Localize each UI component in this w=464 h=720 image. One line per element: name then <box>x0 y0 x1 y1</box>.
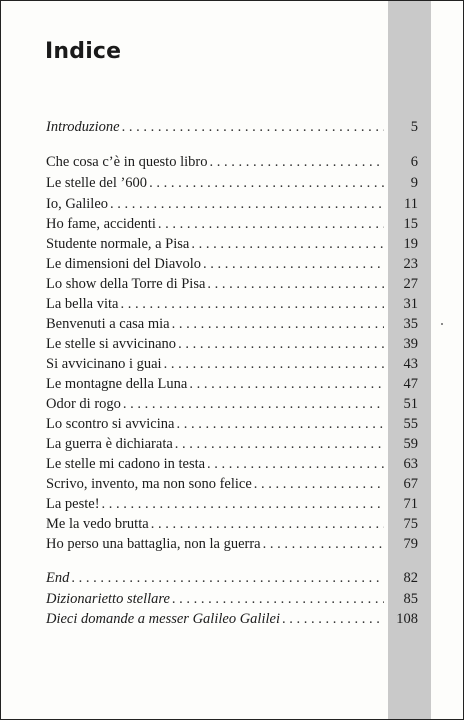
toc-entry-page: 75 <box>403 516 418 532</box>
toc-leader-dots <box>254 474 384 494</box>
toc-entry-title: Ho perso una battaglia, non la guerra <box>46 536 261 552</box>
toc-entry <box>46 514 418 534</box>
toc-entry-title: La bella vita <box>46 296 119 312</box>
toc-entry-page: 82 <box>403 570 418 586</box>
toc-entry-page: 27 <box>403 276 418 292</box>
toc-leader-dots <box>263 534 384 554</box>
toc-entry <box>46 117 418 137</box>
toc-leader-dots <box>102 494 384 514</box>
toc-entry-title: Le stelle mi cadono in testa <box>46 456 206 472</box>
toc-entry-title: Io, Galileo <box>46 196 109 212</box>
toc-entry-title: Le montagne della Luna <box>46 376 188 392</box>
toc-leader-dots <box>71 568 384 588</box>
toc-entry <box>46 274 418 294</box>
toc-leader-dots <box>122 117 384 137</box>
toc-entry <box>46 474 418 494</box>
toc-entry-page: 15 <box>403 216 418 232</box>
toc-entry <box>46 609 418 629</box>
toc-entry-page: 6 <box>410 154 418 170</box>
toc-leader-dots <box>110 194 384 214</box>
toc-entry-title: Me la vedo brutta <box>46 516 149 532</box>
toc-entry-title: End <box>46 570 70 586</box>
toc-entry <box>46 354 418 374</box>
page-title: Indice <box>45 39 122 64</box>
toc-entry-page: 85 <box>403 591 418 607</box>
toc-entry-page: 47 <box>403 376 418 392</box>
toc-leader-dots <box>158 214 384 234</box>
toc-entry <box>46 294 418 314</box>
toc-entry <box>46 394 418 414</box>
print-speck <box>441 323 443 325</box>
toc-leader-dots <box>120 294 384 314</box>
toc-entry <box>46 534 418 554</box>
toc-entry-title: Dieci domande a messer Galileo Galilei <box>46 611 280 627</box>
toc-entry <box>46 434 418 454</box>
toc-entry-page: 51 <box>403 396 418 412</box>
toc-entry <box>46 414 418 434</box>
toc-entry-page: 19 <box>403 236 418 252</box>
toc-leader-dots <box>172 314 384 334</box>
toc-entry-title: La guerra è dichiarata <box>46 436 173 452</box>
toc-leader-dots <box>189 374 384 394</box>
toc-entry-title: La peste! <box>46 496 100 512</box>
toc-leader-dots <box>282 609 384 629</box>
toc-leader-dots <box>209 152 384 172</box>
toc-leader-dots <box>178 334 384 354</box>
toc-entry-page: 35 <box>403 316 418 332</box>
toc-leader-dots <box>207 274 384 294</box>
toc-entry-title: Studente normale, a Pisa <box>46 236 190 252</box>
toc-entry-title: Le stelle si avvicinano <box>46 336 177 352</box>
toc-entry <box>46 314 418 334</box>
toc-entry-page: 71 <box>403 496 418 512</box>
toc-entry <box>46 194 418 214</box>
toc-leader-dots <box>175 434 384 454</box>
toc-leader-dots <box>176 414 384 434</box>
toc-entry <box>46 334 418 354</box>
toc-leader-dots <box>164 354 384 374</box>
toc-entry-page: 63 <box>403 456 418 472</box>
toc-leader-dots <box>172 589 384 609</box>
toc-entry <box>46 568 418 588</box>
toc-entry-title: Si avvicinano i guai <box>46 356 162 372</box>
toc-entry-title: Le dimensioni del Diavolo <box>46 256 202 272</box>
toc-entry <box>46 589 418 609</box>
toc-leader-dots <box>203 254 384 274</box>
toc-entry <box>46 173 418 193</box>
toc-entry-page: 67 <box>403 476 418 492</box>
toc-entry <box>46 214 418 234</box>
toc-entry <box>46 152 418 172</box>
toc-entry-page: 23 <box>403 256 418 272</box>
toc-entry-title: Le stelle del ’600 <box>46 175 148 191</box>
toc-entry-title: Dizionarietto stellare <box>46 591 170 607</box>
toc-entry <box>46 234 418 254</box>
toc-leader-dots <box>151 514 384 534</box>
toc-entry-title: Scrivo, invento, ma non sono felice <box>46 476 252 492</box>
toc-entry-title: Odor di rogo <box>46 396 121 412</box>
toc-entry-page: 31 <box>403 296 418 312</box>
toc-leader-dots <box>149 173 384 193</box>
toc-entry-page: 5 <box>410 119 418 135</box>
toc-entry-title: Benvenuti a casa mia <box>46 316 170 332</box>
toc-entry-title: Che cosa c’è in questo libro <box>46 154 208 170</box>
toc-entry-page: 9 <box>410 175 418 191</box>
toc-entry-title: Lo scontro si avvicina <box>46 416 175 432</box>
toc-entry <box>46 254 418 274</box>
toc-entry-title: Lo show della Torre di Pisa <box>46 276 206 292</box>
toc-entry-page: 55 <box>403 416 418 432</box>
toc-entry-title: Introduzione <box>46 119 120 135</box>
toc-entry <box>46 454 418 474</box>
toc-entry-page: 79 <box>403 536 418 552</box>
toc-entry <box>46 494 418 514</box>
toc-entry-title: Ho fame, accidenti <box>46 216 156 232</box>
toc-entry-page: 108 <box>396 611 418 627</box>
toc-leader-dots <box>191 234 384 254</box>
toc-entry-page: 39 <box>403 336 418 352</box>
toc-entry-page: 43 <box>403 356 418 372</box>
toc-leader-dots <box>123 394 384 414</box>
toc-entry <box>46 374 418 394</box>
toc-entry-page: 59 <box>403 436 418 452</box>
toc-leader-dots <box>207 454 384 474</box>
toc-entry-page: 11 <box>404 196 418 212</box>
